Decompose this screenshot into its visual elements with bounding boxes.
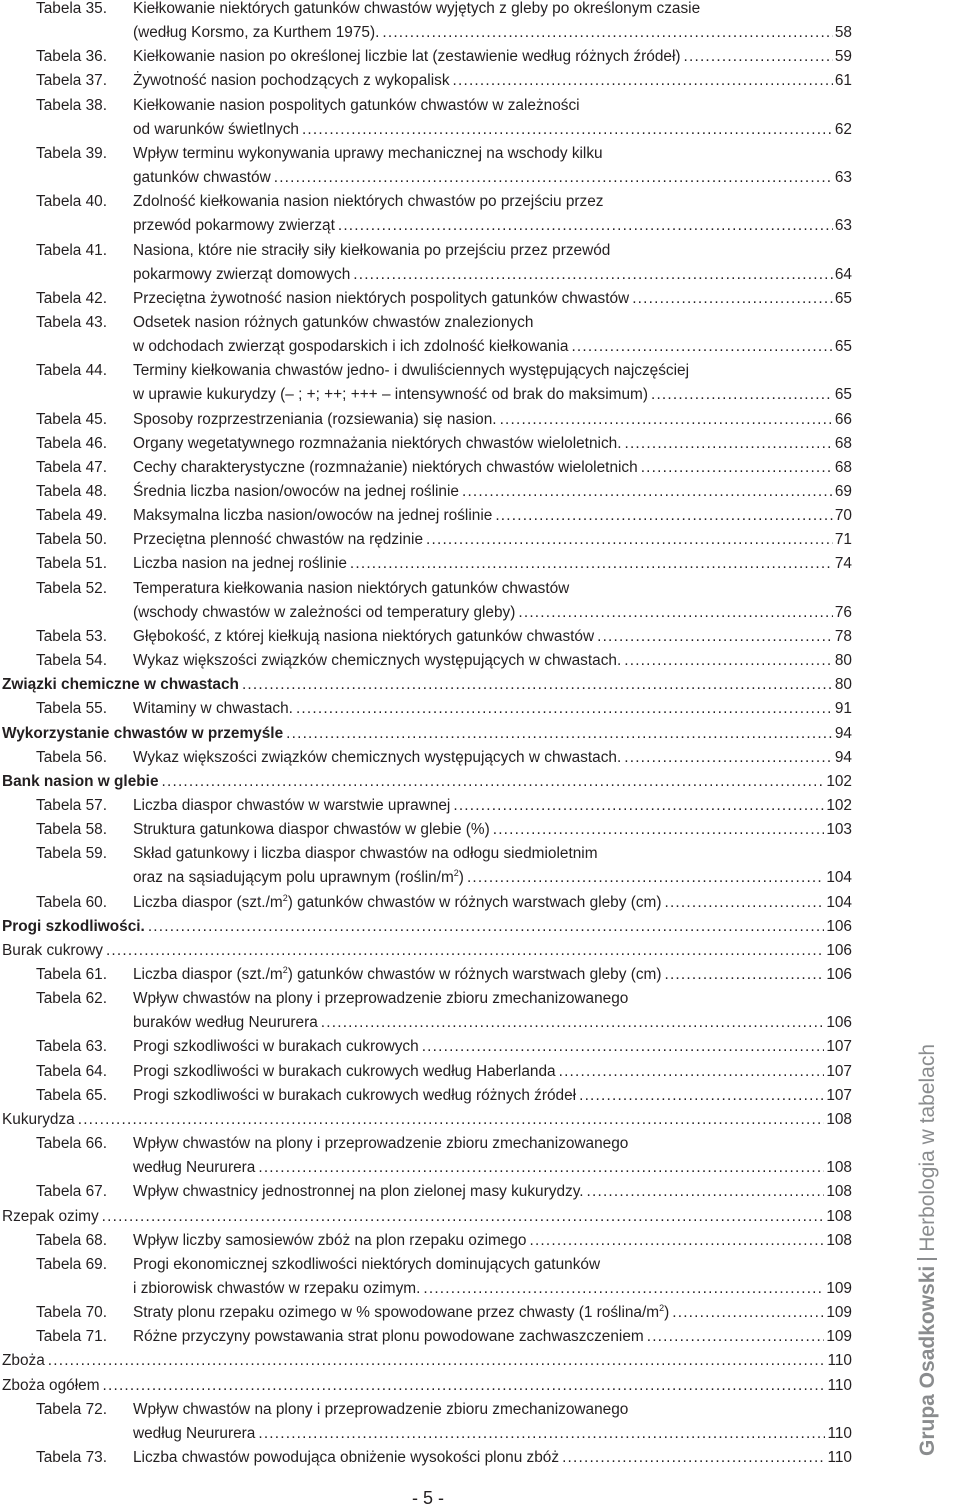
dot-leader (672, 1301, 824, 1325)
dot-leader (258, 1156, 824, 1180)
toc-entry-title: gatunków chwastów (133, 168, 271, 186)
toc-table-entry[interactable] (0, 818, 960, 842)
toc-entry-label: Tabela 65. (36, 1086, 108, 1104)
toc-entry-label: Tabela 58. (36, 821, 108, 839)
toc-table-entry[interactable] (0, 1180, 960, 1204)
toc-entry-title: Liczba diaspor $(szt./m^2)$ gatunków chwastów w różnych warstwach gleby (cm) (133, 892, 662, 911)
toc-entry-title: Straty plonu rzepaku ozimego w % spowodowane przez chwasty (1 roślina/$m^2$) (133, 1303, 670, 1322)
dot-leader (353, 263, 833, 287)
toc-entry-title: Progi szkodliwości w burakach cukrowych według Haberlanda (133, 1062, 556, 1080)
toc-page-number: 65 (834, 337, 852, 355)
toc-entry-label: Tabela 47. (36, 458, 108, 476)
toc-page-number: 107 (826, 1038, 852, 1056)
toc-table-entry[interactable] (0, 432, 960, 456)
toc-entry-title: Wpływ liczby samosiewów zbóż na plon rzepaku ozimego (133, 1231, 527, 1249)
dot-leader (624, 649, 833, 673)
toc-entry-label: Tabela 68. (36, 1231, 108, 1249)
toc-table-entry[interactable] (0, 69, 960, 93)
toc-table-entry[interactable] (0, 311, 960, 359)
toc-table-entry[interactable] (0, 0, 960, 45)
toc-table-entry[interactable] (0, 94, 960, 142)
dot-leader (162, 770, 825, 794)
toc-page-number: 110 (827, 1352, 852, 1370)
toc-entry-title: Maksymalna liczba nasion/owoców na jednej roślinie (133, 507, 493, 525)
toc-section-entry[interactable] (0, 915, 960, 939)
dot-leader (664, 891, 824, 915)
toc-page-number: 59 (834, 48, 852, 66)
toc-entry-title: Wpływ terminu wykonywania uprawy mechanicznej na wschody kilku (133, 144, 603, 162)
toc-entry-label: Tabela 70. (36, 1304, 108, 1322)
toc-page-number: 109 (826, 1328, 852, 1346)
toc-entry-title: Organy wegetatywnego rozmnażania niektórych chwastów wieloletnich. (133, 434, 622, 452)
dot-leader (338, 214, 833, 238)
toc-entry-label: Tabela 62. (36, 990, 108, 1008)
toc-entry-title: przewód pokarmowy zwierząt (133, 217, 335, 235)
toc-table-entry[interactable] (0, 1301, 960, 1325)
toc-page-number: 109 (826, 1304, 852, 1322)
toc-page-number: 107 (826, 1062, 852, 1080)
toc-entry-title: Liczba diaspor $(szt./m^2)$ gatunków chwastów w różnych warstwach gleby (cm) (133, 965, 662, 983)
toc-entry-label: Tabela 35. (36, 0, 108, 17)
toc-entry-label: Tabela 73. (36, 1449, 108, 1466)
title-divider (917, 1258, 937, 1260)
toc-entry-title: Wpływ chwastnicy jednostronnej na plon zielonej masy kukurydzy. (133, 1183, 584, 1201)
toc-page-number: 106 (826, 917, 852, 935)
toc-entry-title: Witaminy w chwastach. (133, 700, 293, 718)
toc-page-number: 66 (834, 410, 852, 428)
toc-page-number: 69 (834, 483, 852, 500)
toc-entry-title: Wykorzystanie chwastów w przemyśle (2, 724, 284, 742)
toc-table-entry[interactable] (0, 625, 960, 649)
toc-entry-label: Tabela 66. (36, 1135, 108, 1153)
toc-entry-label: Tabela 54. (36, 652, 108, 670)
dot-leader (258, 1422, 825, 1446)
toc-entry-title: Różne przyczyny powstawania strat plonu powodowane zachwaszczeniem (133, 1328, 644, 1346)
toc-page-number: 78 (834, 627, 852, 645)
toc-page-number: 108 (826, 1231, 852, 1249)
toc-entry-title: Skład gatunkowy i liczba diaspor chwastów na odłogu siedmioletnim (133, 845, 598, 863)
toc-entry-title: od warunków świetlnych (133, 120, 299, 138)
toc-entry-label: Tabela 51. (36, 555, 108, 573)
toc-entry-title: Wpływ chwastów na plony i przeprowadzenie zbioru zmechanizowanego (133, 990, 629, 1008)
toc-entry-title: Kiełkowanie nasion pospolitych gatunków chwastów w zależności (133, 96, 580, 114)
dot-leader (467, 866, 824, 890)
toc-entry-title: Wpływ chwastów na plony i przeprowadzenie zbioru zmechanizowanego (133, 1400, 629, 1418)
toc-table-entry[interactable] (0, 963, 960, 987)
dot-leader (296, 697, 833, 721)
dot-leader (500, 408, 833, 432)
toc-entry-title: Kukurydza (2, 1110, 75, 1128)
toc-page-number: 110 (827, 1376, 852, 1394)
toc-table-entry[interactable] (0, 1035, 960, 1059)
toc-entry-title: Kiełkowanie niektórych gatunków chwastów wyjętych z gleby po określonym czasie (133, 0, 701, 17)
toc-entry-label: Tabela 57. (36, 796, 108, 814)
toc-entry-title: Zdolność kiełkowania nasion niektórych chwastów po przejściu przez (133, 193, 604, 211)
toc-table-entry[interactable] (0, 552, 960, 576)
toc-entry-title: Zboża ogółem (2, 1376, 100, 1394)
toc-page-number: 94 (834, 724, 852, 742)
toc-page-number: 68 (834, 458, 852, 476)
toc-section-entry[interactable] (0, 1349, 960, 1373)
toc-entry-title: (wschody chwastów w zależności od temperatury gleby) (133, 603, 516, 621)
dot-leader (286, 722, 833, 746)
dot-leader (148, 915, 824, 939)
toc-entry-title: oraz na sąsiadującym polu uprawnym $(roślin/m^2)$ (133, 868, 464, 887)
toc-entry-label: Tabela 69. (36, 1255, 108, 1273)
dot-leader (321, 1011, 825, 1035)
toc-entry-title: Przeciętna żywotność nasion niektórych pospolitych gatunków chwastów (133, 289, 630, 307)
dot-leader (495, 504, 833, 528)
toc-entry-title: Progi ekonomicznej szkodliwości niektórych dominujących gatunków (133, 1255, 601, 1273)
dot-leader (664, 963, 824, 987)
toc-page-number: 64 (834, 265, 852, 283)
toc-entry-label: Tabela 56. (36, 748, 108, 766)
dot-leader (382, 21, 833, 45)
toc-page-number: 61 (834, 72, 852, 90)
dot-leader (562, 1446, 825, 1470)
dot-leader (632, 287, 833, 311)
toc-page-number: 106 (826, 1014, 852, 1032)
dot-leader (350, 552, 833, 576)
toc-entry-title: Progi szkodliwości w burakach cukrowych (133, 1038, 419, 1056)
toc-section-entry[interactable] (0, 770, 960, 794)
toc-page-number: 104 (826, 869, 852, 887)
toc-entry-label: Tabela 36. (36, 48, 108, 66)
toc-table-entry[interactable] (0, 891, 960, 915)
toc-entry-title: Struktura gatunkowa diaspor chwastów w glebie (%) (133, 821, 490, 839)
toc-table-entry[interactable] (0, 577, 960, 625)
toc-page-number: 110 (827, 1449, 852, 1466)
toc-entry-title: według Neururera (133, 1159, 256, 1177)
toc-entry-title: Zboża (2, 1352, 45, 1370)
dot-leader (597, 625, 833, 649)
dot-leader (571, 335, 832, 359)
toc-entry-label: Tabela 67. (36, 1183, 108, 1201)
toc-page-number: 63 (834, 217, 852, 235)
dot-leader (48, 1349, 826, 1373)
toc-entry-title: Wykaz większości związków chemicznych występujących w chwastach. (133, 652, 622, 670)
toc-entry-label: Tabela 48. (36, 483, 108, 500)
dot-leader (302, 118, 833, 142)
toc-entry-label: Tabela 71. (36, 1328, 108, 1346)
toc-entry-label: Tabela 39. (36, 144, 108, 162)
toc-entry-label: Tabela 64. (36, 1062, 108, 1080)
dot-leader (559, 1060, 825, 1084)
dot-leader (647, 1325, 825, 1349)
toc-page-number: 108 (826, 1207, 852, 1225)
toc-entry-title: Kiełkowanie nasion po określonej liczbie lat (zestawienie według różnych źródeł) (133, 48, 681, 66)
dot-leader (493, 818, 825, 842)
toc-table-entry[interactable] (0, 456, 960, 480)
toc-entry-title: w odchodach zwierząt gospodarskich i ich zdolność kiełkowania (133, 337, 569, 355)
toc-entry-title: pokarmowy zwierząt domowych (133, 265, 351, 283)
toc-table-entry[interactable] (0, 842, 960, 890)
toc-table-entry[interactable] (0, 1132, 960, 1180)
dot-leader (274, 166, 833, 190)
toc-section-entry[interactable] (0, 673, 960, 697)
toc-section-entry[interactable] (0, 1108, 960, 1132)
toc-page-number: 70 (834, 507, 852, 525)
toc-entry-label: Tabela 59. (36, 845, 108, 863)
toc-entry-title: Sposoby rozprzestrzeniania (rozsiewania) się nasion. (133, 410, 497, 428)
toc-entry-title: Liczba chwastów powodująca obniżenie wysokości plonu zbóż (133, 1449, 560, 1466)
toc-entry-label: Tabela 63. (36, 1038, 108, 1056)
toc-entry-label: Tabela 61. (36, 966, 108, 983)
dot-leader (579, 1084, 824, 1108)
toc-entry-label: Tabela 43. (36, 313, 108, 331)
toc-table-entry[interactable] (0, 528, 960, 552)
toc-table-entry[interactable] (0, 794, 960, 818)
toc-page-number: 76 (834, 603, 852, 621)
toc-table-entry[interactable] (0, 746, 960, 770)
toc-page-number: 58 (834, 24, 852, 41)
toc-entry-label: Tabela 52. (36, 579, 108, 597)
toc-entry-title: Wykaz większości związków chemicznych występujących w chwastach. (133, 748, 622, 766)
dot-leader (106, 939, 824, 963)
dot-leader (422, 1035, 825, 1059)
toc-section-entry[interactable] (0, 939, 960, 963)
toc-entry-label: Tabela 46. (36, 434, 108, 452)
dot-leader (453, 794, 824, 818)
toc-page-number: 63 (834, 168, 852, 186)
toc-entry-title: Progi szkodliwości w burakach cukrowych według różnych źródeł (133, 1086, 577, 1104)
toc-table-entry[interactable] (0, 480, 960, 504)
toc-entry-title: Burak cukrowy (2, 941, 103, 959)
toc-page-number: 71 (834, 531, 852, 549)
toc-page-number: 65 (834, 289, 852, 307)
toc-table-entry[interactable] (0, 359, 960, 407)
toc-page-number: 102 (826, 796, 852, 814)
toc-page-number: 74 (834, 555, 852, 573)
toc-entry-title: Cechy charakterystyczne (rozmnażanie) niektórych chwastów wieloletnich (133, 458, 638, 476)
toc-entry-title: Związki chemiczne w chwastach (2, 676, 239, 694)
toc-entry-label: Tabela 60. (36, 893, 108, 911)
toc-entry-title: Wpływ chwastów na plony i przeprowadzenie zbioru zmechanizowanego (133, 1135, 629, 1153)
toc-table-entry[interactable] (0, 287, 960, 311)
toc-entry-label: Tabela 41. (36, 241, 108, 259)
dot-leader (242, 673, 833, 697)
book-title: Herbologia w tabelach (916, 1043, 939, 1252)
toc-entry-title: Progi szkodliwości. (2, 917, 145, 935)
toc-entry-title: według Neururera (133, 1424, 256, 1442)
dot-leader (651, 383, 833, 407)
toc-table-entry[interactable] (0, 649, 960, 673)
toc-page-number: 65 (834, 386, 852, 404)
toc-page-number: 102 (826, 772, 852, 790)
toc-page-number: 62 (834, 120, 852, 138)
toc-table-entry[interactable] (0, 504, 960, 528)
toc-entry-label: Tabela 50. (36, 531, 108, 549)
toc-entry-title: Temperatura kiełkowania nasion niektórych gatunków chwastów (133, 579, 570, 597)
toc-page-number: 110 (827, 1424, 852, 1442)
toc-page-number: 103 (826, 821, 852, 839)
toc-page-number: 108 (826, 1159, 852, 1177)
toc-table-entry[interactable] (0, 1229, 960, 1253)
dot-leader (462, 480, 833, 504)
toc-page-number: 109 (826, 1279, 852, 1297)
toc-table-entry[interactable] (0, 142, 960, 190)
toc-section-entry[interactable] (0, 722, 960, 746)
toc-entry-title: Średnia liczba nasion/owoców na jednej roślinie (133, 483, 459, 500)
toc-entry-label: Tabela 38. (36, 96, 108, 114)
toc-entry-label: Tabela 44. (36, 362, 108, 380)
dot-leader (103, 1374, 826, 1398)
toc-page-number: 80 (834, 652, 852, 670)
toc-section-entry[interactable] (0, 1374, 960, 1398)
toc-entry-title: Bank nasion w glebie (2, 772, 159, 790)
toc-table-entry[interactable] (0, 408, 960, 432)
toc-table-entry[interactable] (0, 1398, 960, 1446)
toc-entry-title: Terminy kiełkowania chwastów jedno- i dwuliściennych występujących najczęściej (133, 362, 690, 380)
dot-leader (78, 1108, 825, 1132)
toc-entry-label: Tabela 45. (36, 410, 108, 428)
toc-table-entry[interactable] (0, 239, 960, 287)
toc-page-number: 68 (834, 434, 852, 452)
dot-leader (684, 45, 833, 69)
dot-leader (624, 746, 833, 770)
page-number: - 5 - (411, 1488, 444, 1508)
toc-table-entry[interactable] (0, 697, 960, 721)
toc-entry-title: Odsetek nasion różnych gatunków chwastów znalezionych (133, 313, 534, 331)
toc-table-entry[interactable] (0, 45, 960, 69)
brand-name: Grupa Osadkowski (916, 1265, 939, 1456)
toc-page-number: 108 (826, 1183, 852, 1201)
toc-entry-label: Tabela 37. (36, 72, 108, 90)
toc-table-entry[interactable] (0, 1084, 960, 1108)
toc-entry-label: Tabela 72. (36, 1400, 108, 1418)
toc-entry-label: Tabela 42. (36, 289, 108, 307)
toc-entry-title: Rzepak ozimy (2, 1207, 99, 1225)
toc-page-number: 80 (834, 676, 852, 694)
toc-entry-title: buraków według Neururera (133, 1014, 318, 1032)
toc-entry-label: Tabela 49. (36, 507, 108, 525)
dot-leader (102, 1205, 825, 1229)
toc-page-number: 104 (826, 893, 852, 911)
toc-page-number: 106 (826, 941, 852, 959)
dot-leader (641, 456, 833, 480)
toc-entry-title: (według Korsmo, za Kurthem 1975). (133, 24, 380, 41)
toc-entry-title: Przeciętna plenność chwastów na rędzinie (133, 531, 424, 549)
toc-entry-label: Tabela 53. (36, 627, 108, 645)
toc-table-entry[interactable] (0, 1446, 960, 1470)
dot-leader (423, 1277, 824, 1301)
toc-table-entry[interactable] (0, 987, 960, 1035)
toc-entry-label: Tabela 55. (36, 700, 108, 718)
toc-page-number: 94 (834, 748, 852, 766)
toc-entry-title: Nasiona, które nie straciły siły kiełkowania po przejściu przez przewód (133, 241, 611, 259)
toc-table-entry[interactable] (0, 1060, 960, 1084)
toc-entry-title: w uprawie kukurydzy (– ; +; ++; +++ – intensywność od brak do maksimum) (133, 386, 648, 404)
toc-page-number: 91 (834, 700, 852, 718)
toc-table-entry[interactable] (0, 1253, 960, 1301)
toc-page-number: 106 (826, 966, 852, 983)
toc-page-number: 107 (826, 1086, 852, 1104)
toc-entry-title: i zbiorowisk chwastów w rzepaku ozimym. (133, 1279, 421, 1297)
dot-leader (518, 601, 833, 625)
dot-leader (453, 69, 833, 93)
toc-page-number: 108 (826, 1110, 852, 1128)
toc-section-entry[interactable] (0, 1205, 960, 1229)
toc-entry-title: Liczba diaspor chwastów w warstwie uprawnej (133, 796, 451, 814)
toc-entry-title: Głębokość, z której kiełkują nasiona niektórych gatunków chwastów (133, 627, 595, 645)
toc-entry-title: Liczba nasion na jednej roślinie (133, 555, 347, 573)
toc-table-entry[interactable] (0, 1325, 960, 1349)
dot-leader (587, 1180, 825, 1204)
side-running-title (908, 1000, 960, 1460)
dot-leader (529, 1229, 824, 1253)
toc-table-entry[interactable] (0, 190, 960, 238)
toc-entry-label: Tabela 40. (36, 193, 108, 211)
dot-leader (426, 528, 833, 552)
dot-leader (624, 432, 832, 456)
toc-entry-title: Żywotność nasion pochodzących z wykopalisk (133, 72, 450, 90)
